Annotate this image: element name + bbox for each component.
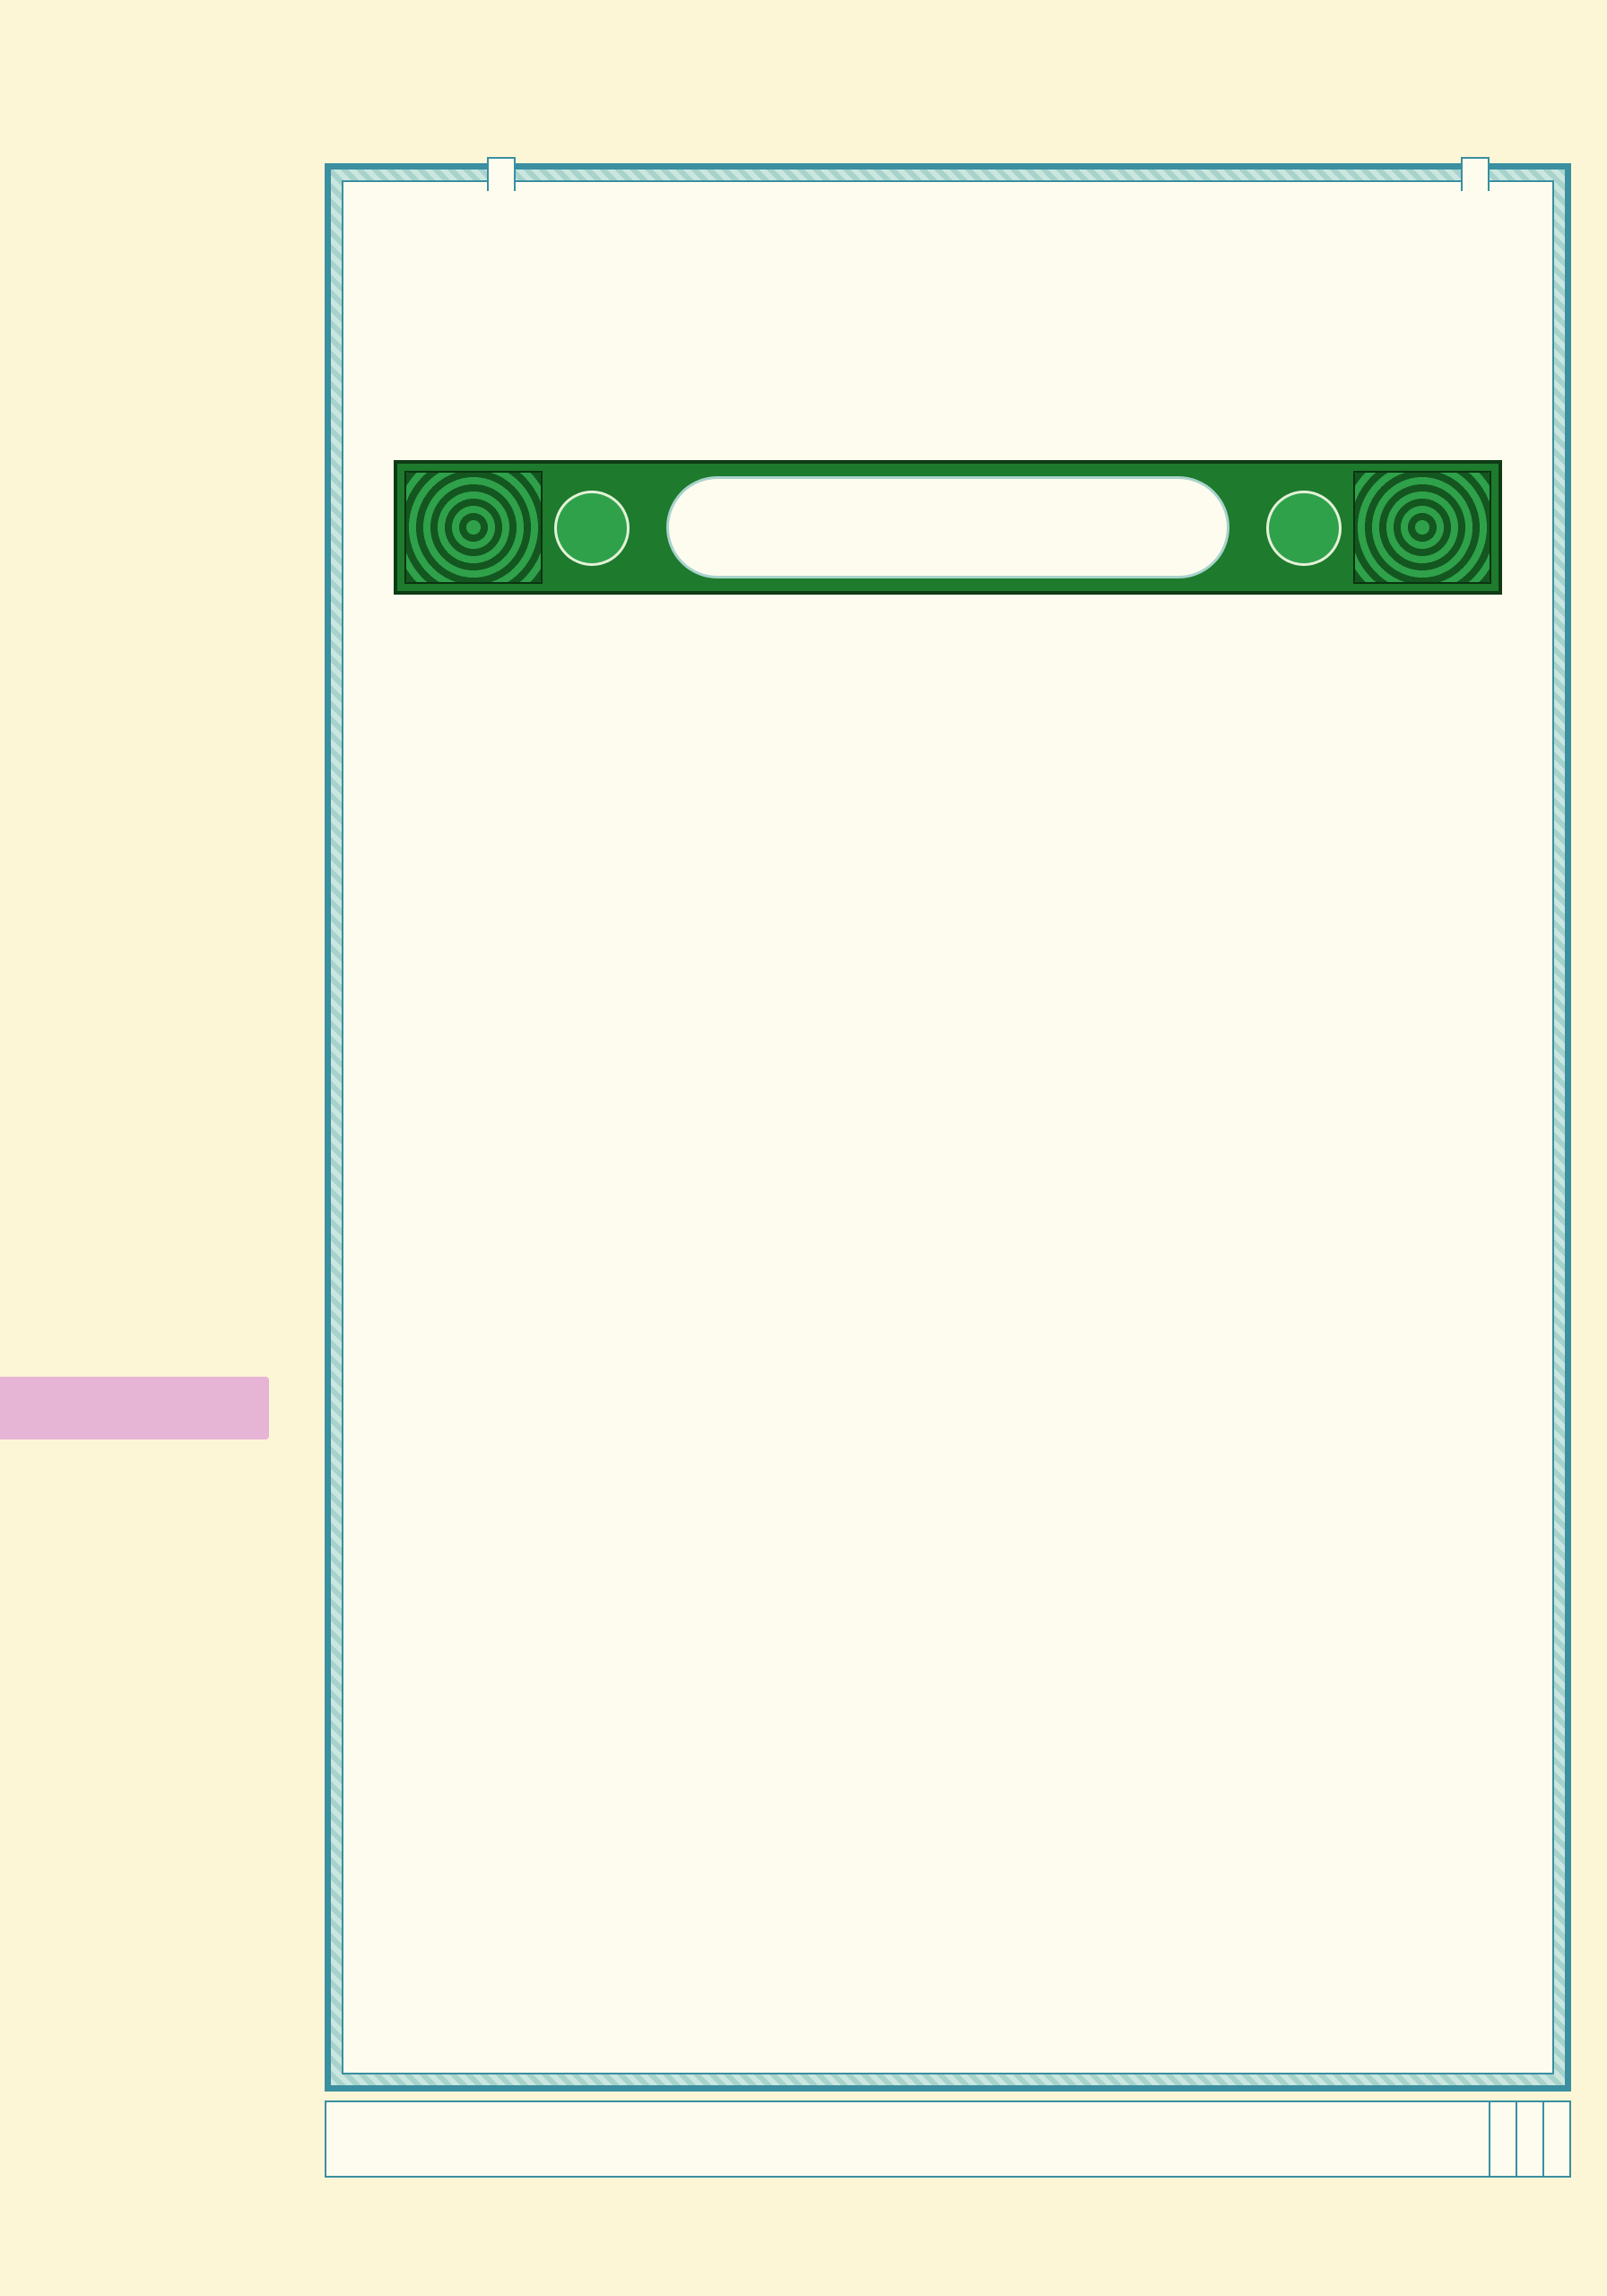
ayat-count-badge (554, 491, 630, 566)
tajweed-legend (325, 2100, 1571, 2178)
surah-side-tab (0, 1377, 269, 1439)
surah-header-label (487, 157, 516, 191)
page-frame (325, 163, 1571, 2092)
page-area (342, 180, 1554, 2074)
surah-banner (394, 460, 1502, 595)
legend-column-ghunna (1489, 2102, 1516, 2176)
legend-column-tafkhim (1464, 2102, 1489, 2176)
basmala (379, 613, 1516, 702)
banner-ornament-right (1353, 471, 1491, 584)
juz-header-label (1461, 157, 1490, 191)
legend-column-madd-a (1542, 2102, 1569, 2176)
page-border (331, 170, 1565, 2085)
surah-title (666, 476, 1229, 578)
glossary-sidebar (135, 160, 314, 2169)
banner-ornament-left (404, 471, 543, 584)
legend-column-madd-b (1516, 2102, 1542, 2176)
surah-order-badge (1266, 491, 1342, 566)
